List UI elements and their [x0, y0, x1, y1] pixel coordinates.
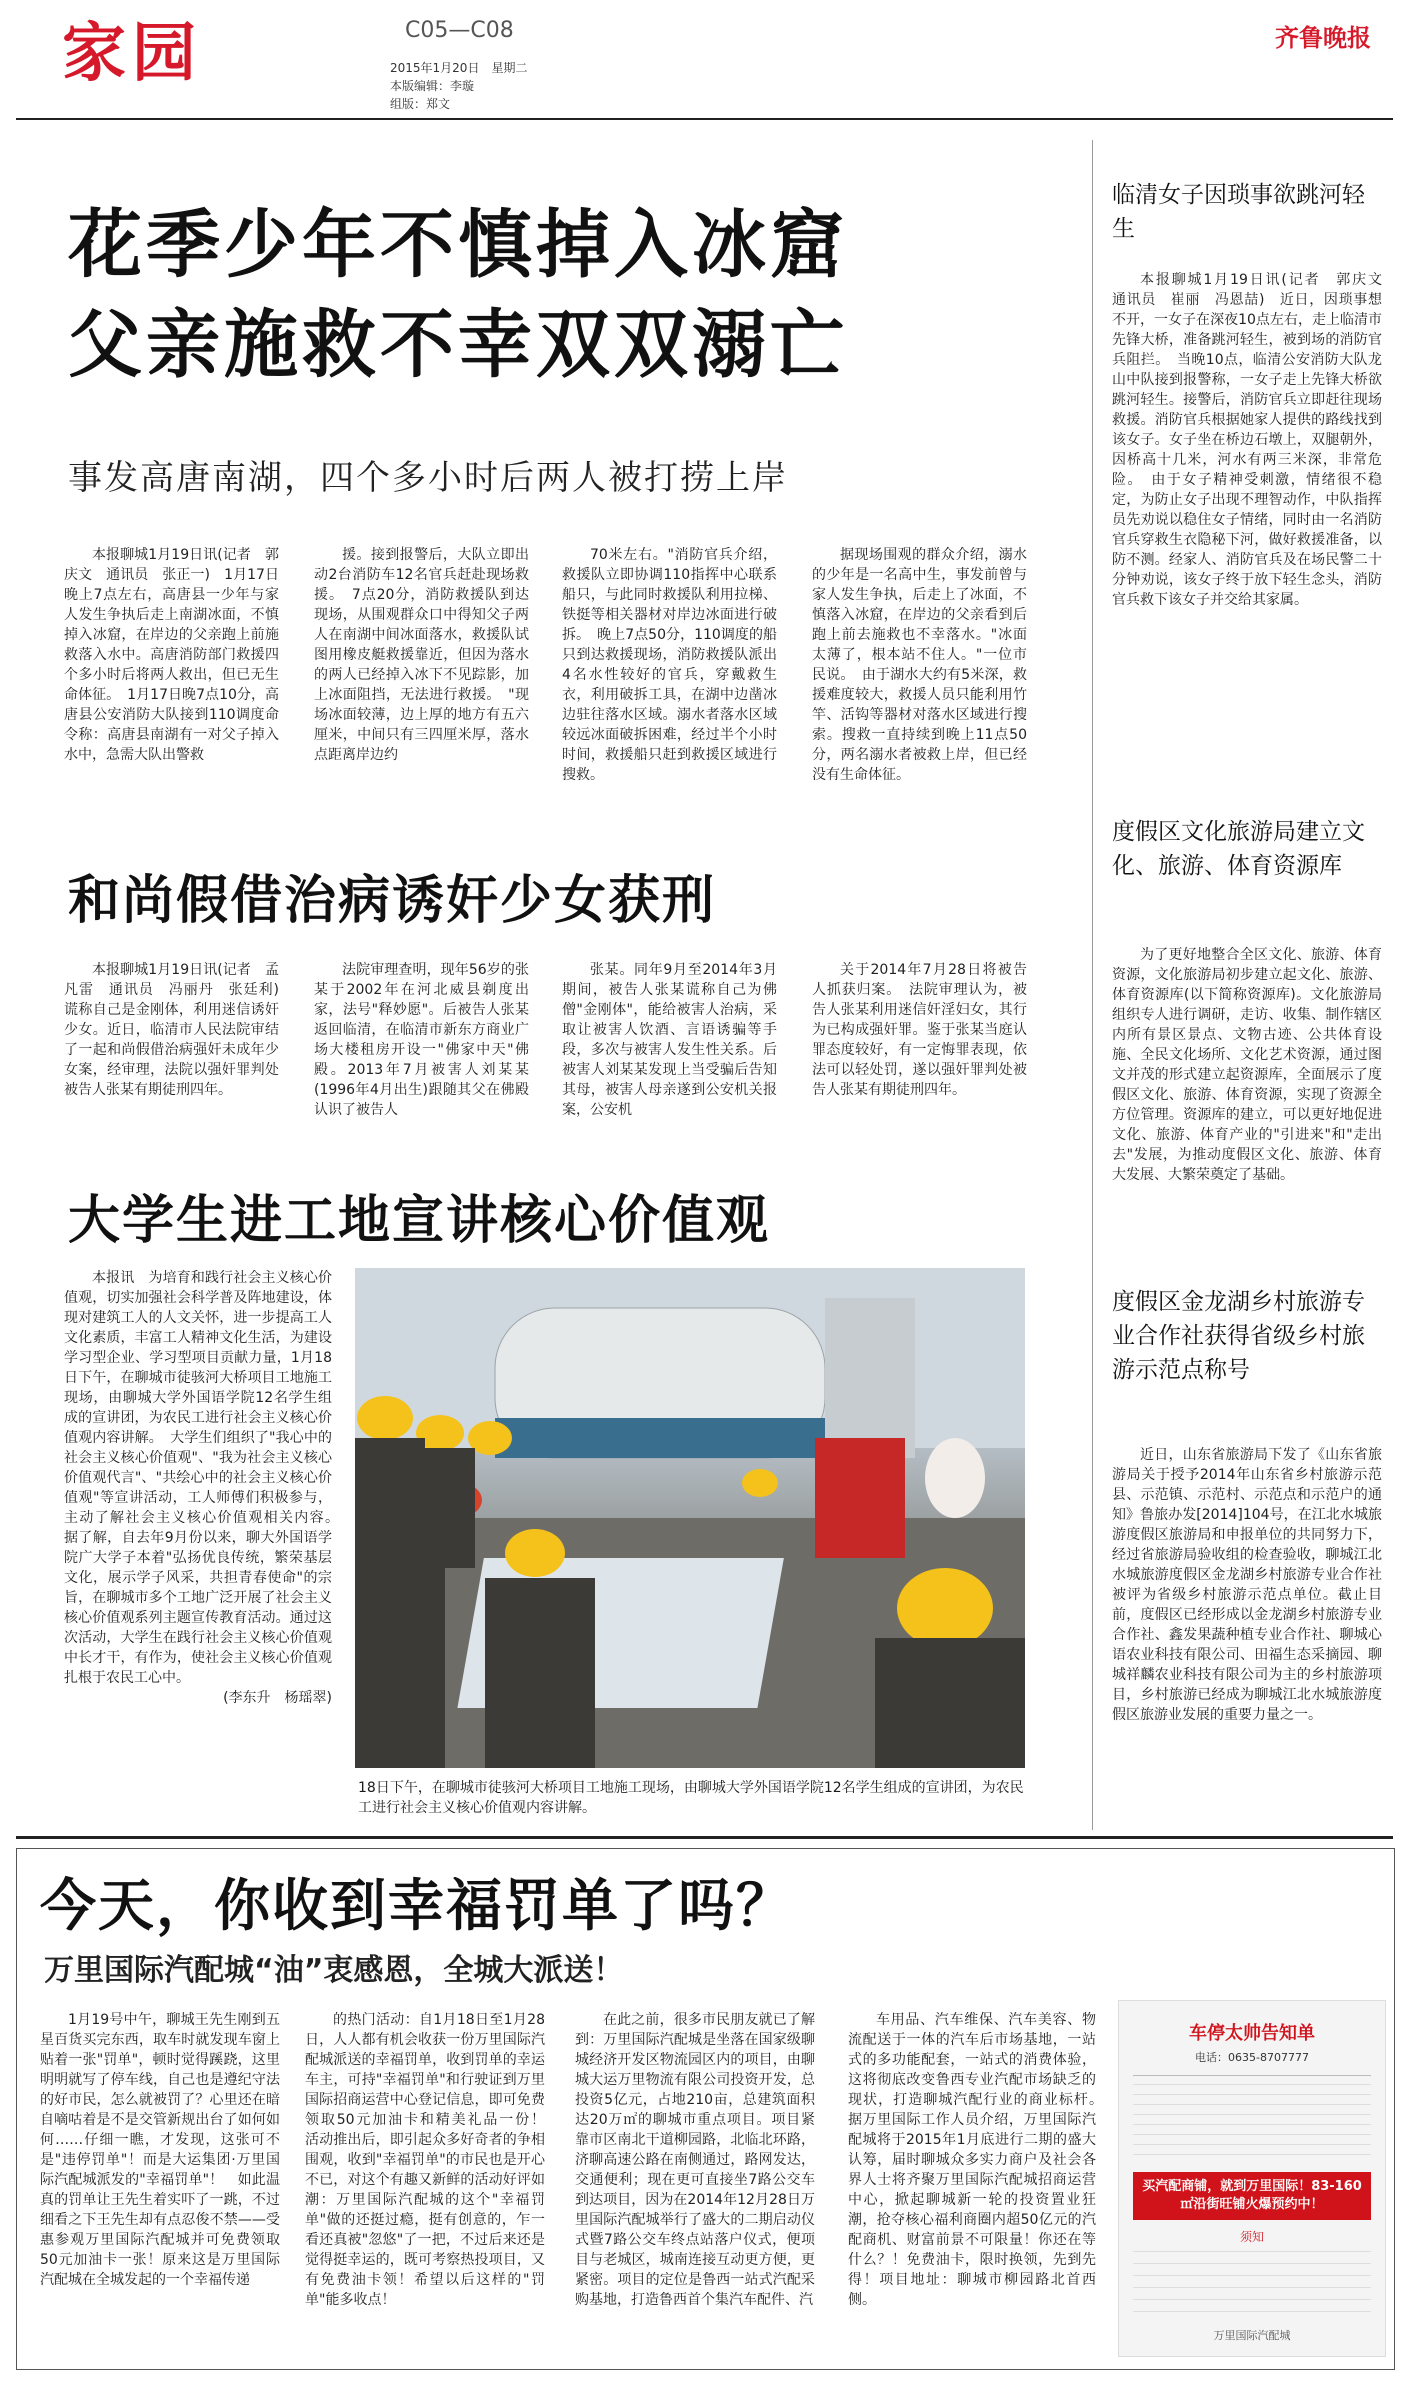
ad-column-4: 车用品、汽车维保、汽车美容、物流配送于一体的汽车后市场基地，一站式的多功能配套，一站式的消费体验，这将彻底改变鲁西专业汽配市场缺乏的现状，打造聊城汽配行业的商业标杆。 据万里国际工作人员介绍，万里国际汽配城将于2015年1月底进行二期的盛大认筹，届时聊城众多实力商户及社会各界人士将齐聚万里国际汽配城招商运营中心，掀起聊城新一轮的投资置业狂潮，抢夺核心福利商圈内超50亿元的汽配商机、财富前景不可限量！你还在等什么？！免费油卡，限时换领，先到先得！项目地址：聊城市柳园路北首西侧。 — [848, 2012, 1110, 2308]
parking-notice-card — [1118, 2000, 1386, 2357]
sidebar-story3-title: 度假区金龙湖乡村旅游专业合作社获得省级乡村旅游示范点称号 — [1112, 1289, 1365, 1383]
issue-date: 2015年1月20日 星期二 — [390, 61, 528, 75]
ad-headline: 今天，你收到幸福罚单了吗？ — [40, 1874, 794, 1939]
main-column-2: 援。接到报警后，大队立即出动2台消防车12名官兵赶赴现场救援。 7点20分，消防救援队到达现场，从围观群众口中得知父子两人在南湖中间冰面落水，救援队试图用橡皮艇救援靠近，但因为落水的两人已经掉入冰下不见踪影，加上冰面阻挡，无法进行救援。 "现场冰面较薄，边上厚的地方有五六厘米，中间只有三四厘米厚，落水点距离岸边约 — [314, 547, 529, 763]
masthead-rule — [16, 118, 1393, 120]
notice-logo: 万里国际汽配城 — [1213, 2329, 1291, 2342]
monk-column-1: 本报聊城1月19日讯(记者 孟凡雷 通讯员 冯丽丹 张廷利) 谎称自己是金刚体，利用迷信诱奸少女。近日，临清市人民法院审结了一起和尚假借治病强奸未成年少女案，经审理，法院以强奸罪判处被告人张某有期徒刑四年。 — [64, 962, 293, 1098]
monk-column-3: 张某。同年9月至2014年3月期间，被告人张某谎称自己为佛僧"金刚体"，能给被害人治病，采取让被害人饮酒、言语诱骗等手段，多次与被害人发生性关系。后被害人刘某某发现上当受骗后告知其母，被害人母亲遂到公安机关报案，公安机 — [562, 962, 777, 1118]
notice-rules — [1133, 2251, 1371, 2321]
students-body: 本报讯 为培育和践行社会主义核心价值观，切实加强社会科学普及阵地建设，体现对建筑工人的人文关怀，进一步提高工人文化素质，丰富工人精神文化生活，为建设学习型企业、学习型项目贡献力量，1月18日下午，在聊城市徒骇河大桥项目工地施工现场，由聊城大学外国语学院12名学生组成的宣讲团，为农民工进行社会主义核心价值观内容讲解。 大学生们组织了"我心中的社会主义核心价值观"、"我为社会主义核心价值观代言"、"共绘心中的社会主义核心价值观"等宣讲活动，工人师傅们积极参与，主动了解社会主义核心价值观相关内容。 据了解，自去年9月份以来，聊大外国语学院广大学子本着"弘扬优良传统，繁荣基层文化，展示学子风采，共担青春使命"的宗旨，在聊城市多个工地广泛开展了社会主义核心价值观系列主题宣传教育活动。通过这次活动，大学生在践行社会主义核心价值观中长才干，有作为，使社会主义核心价值观扎根于农民工心中。 (李东升 杨瑶翠) — [64, 1270, 346, 1706]
monk-column-2: 法院审理查明，现年56岁的张某于2002年在河北威县剃度出家，法号"释妙愿"。后被告人张某返回临清，在临清市新东方商业广场大楼租房开设一"佛家中天"佛殿。2013年7月被害人刘某某(1996年4月出生)跟随其父在佛殿认识了被告人 — [314, 962, 529, 1118]
photo-caption: 18日下午，在聊城市徒骇河大桥项目工地施工现场，由聊城大学外国语学院12名学生组成的宣讲团，为农民工进行社会主义核心价值观内容讲解。 — [358, 1780, 1024, 1816]
main-headline-line1: 花季少年不慎掉入冰窟 — [68, 202, 848, 288]
monk-headline: 和尚假借治病诱奸少女获刑 — [68, 871, 717, 931]
ad-column-3: 在此之前，很多市民朋友就已了解到：万里国际汽配城是坐落在国家级聊城经济开发区物流园区内的项目，由聊城大运万里物流有限公司投资开发，总投资5亿元，占地210亩，总建筑面积达20万㎡的聊城市重点项目。项目紧靠市区南北干道柳园路，北临北环路，济聊高速公路在南侧通过，路网发达，交通便利；现在更可直接坐7路公交车到达项目，因为在2014年12月28日万里国际汽配城举行了盛大的二期启动仪式暨7路公交车终点站落户仪式，便项目与老城区，城南连接互动更方便，更紧密。项目的定位是鲁西一站式汽配采购基地，打造鲁西首个集汽车配件、汽 — [575, 2012, 815, 2308]
students-photo — [355, 1268, 1025, 1768]
layout-credit: 组版：郑文 — [390, 97, 451, 111]
sidebar-story2-title: 度假区文化旅游局建立文化、旅游、体育资源库 — [1112, 819, 1365, 879]
ad-subheadline: 万里国际汽配城“油”衷感恩，全城大派送！ — [44, 1953, 624, 1988]
editor-credit: 本版编辑：李璇 — [390, 79, 475, 93]
sidebar-story3-body: 近日，山东省旅游局下发了《山东省旅游局关于授予2014年山东省乡村旅游示范县、示范镇、示范村、示范点和示范户的通知》鲁旅办发[2014]104号，在江北水城旅游度假区旅游局和申报单位的共同努力下，经过省旅游局验收组的检查验收，聊城江北水城旅游度假区金龙湖乡村旅游专业合作社被评为省级乡村旅游示范点单位。截止目前，度假区已经形成以金龙湖乡村旅游专业合作社、鑫发果蔬种植专业合作社、聊城心语农业科技有限公司、田福生态采摘园、聊城祥麟农业科技有限公司为主的乡村旅游项目，乡村旅游已经成为聊城江北水城旅游度假区旅游业发展的重要力量之一。 — [1112, 1447, 1382, 1723]
ad-column-1: 1月19号中午，聊城王先生刚到五星百货买完东西，取车时就发现车窗上贴着一张"罚单"，顿时觉得蹊跷，这里明明就写了停车线，自己也是遵纪守法的好市民，怎么就被罚了？心里还在暗自嘀咕着是不是交管新规出台了如何如何……仔细一瞧，才发现，这张可不是"违停罚单"！而是大运集团·万里国际汽配城派发的"幸福罚单"！ 如此温真的罚单让王先生着实吓了一跳，不过细看之下王先生却有点忍俊不禁——受惠参观万里国际汽配城并可免费领取50元加油卡一张！原来这是万里国际汽配城在全城发起的一个幸福传递 — [40, 2012, 280, 2288]
sidebar-story1-title: 临清女子因琐事欲跳河轻生 — [1112, 182, 1365, 242]
construction-site-illustration — [355, 1268, 1025, 1768]
sidebar-story1-body: 本报聊城1月19日讯(记者 郭庆文 通讯员 崔丽 冯恩喆) 近日，因琐事想不开，一女子在深夜10点左右，走上临清市先锋大桥，准备跳河轻生，被到场的消防官兵阻拦。 当晚10点，临清公安消防大队龙山中队接到报警称，一女子走上先锋大桥欲跳河轻生。接警后，消防官兵立即赶往现场救援。消防官兵根据她家人提供的路线找到该女子。女子坐在桥边石墩上，双腿朝外，因桥高十几米，河水有两三米深，非常危险。 由于女子精神受刺激，情绪很不稳定，为防止女子出现不理智动作，中队指挥员先劝说以稳住女子情绪，同时由一名消防官兵穿救生衣隐秘下河，做好救援准备，以防不测。经家人、消防官兵及在场民警二十分钟劝说，该女子终于放下轻生念头，消防官兵救下该女子并交给其家属。 — [1112, 272, 1396, 608]
sidebar-story2-body: 为了更好地整合全区文化、旅游、体育资源，文化旅游局初步建立起文化、旅游、体育资源库(以下简称资源库)。文化旅游局组织专人进行调研，走访、收集、制作辖区内所有景区景点、文物古迹、公共体育设施、全民文化场所、文化艺术资源，通过图文并茂的形式建立起资源库，全面展示了度假区文化、旅游、体育资源，实现了资源全方位管理。资源库的建立，可以更好地促进文化、旅游、体育产业的"引进来"和"走出去"发展，为推动度假区文化、旅游、体育大发展、大繁荣奠定了基础。 — [1112, 947, 1382, 1183]
ad-top-rule — [16, 1836, 1393, 1839]
sidebar-divider — [1092, 140, 1093, 1830]
monk-column-4: 关于2014年7月28日将被告人抓获归案。 法院审理认为，被告人张某利用迷信奸淫妇女，其行为已构成强奸罪。鉴于张某当庭认罪态度较好，有一定悔罪表现，依法可以轻处罚，遂以强奸罪判处被告人张某有期徒刑四年。 — [812, 962, 1027, 1098]
ad-column-2: 的热门活动：自1月18日至1月28日，人人都有机会收获一份万里国际汽配城派送的幸福罚单，收到罚单的幸运车主，可持"幸福罚单"和行驶证到万里国际招商运营中心登记信息，即可免费领取50元加油卡和精美礼品一份！ 活动推出后，即引起众多好奇者的争相围观，收到"幸福罚单"的市民也是开心不已，对这个有趣又新鲜的活动好评如潮：万里国际汽配城的这个"幸福罚单"做的还挺过瘾，挺有创意的，乍一看还真被"忽悠"了一把，不过后来还是觉得挺幸运的，既可考察热投项目，又有免费油卡领！希望以后这样的"罚单"能多收点！ — [305, 2012, 559, 2308]
students-byline: (李东升 杨瑶翠) — [223, 1690, 332, 1706]
notice-fine-print — [1133, 2084, 1371, 2164]
main-column-3: 70米左右。"消防官兵介绍，救援队立即协调110指挥中心联系船只，与此同时救援队利用拉梯、铁挺等相关器材对岸边冰面进行破拆。 晚上7点50分，110调度的船只到达救援现场，消防救援队派出4名水性较好的官兵，穿戴救生衣，利用破拆工具，在湖中边凿冰边驻往落水区域。溺水者落水区域较远冰面破拆困难，经过半个小时时间，救援船只赶到救援区域进行搜救。 — [562, 547, 777, 783]
students-headline: 大学生进工地宣讲核心价值观 — [68, 1191, 771, 1251]
main-column-1: 本报聊城1月19日讯(记者 郭庆文 通讯员 张正一) 1月17日晚上7点左右，高唐县一少年与家人发生争执后走上南湖冰面，不慎掉入冰窟，在岸边的父亲跑上前施救落入水中。高唐消防部门救援四个多小时后将两人救出，但已无生命体征。 1月17日晚7点10分，高唐县公安消防大队接到110调度命令称：高唐县南湖有一对父子掉入水中，急需大队出警救 — [64, 547, 279, 763]
main-subhead: 事发高唐南湖，四个多小时后两人被打捞上岸 — [68, 458, 788, 498]
main-headline-line2: 父亲施救不幸双双溺亡 — [68, 302, 848, 388]
notice-title: 车停太帅告知单 — [1189, 2023, 1315, 2044]
page-range: C05—C08 — [405, 18, 514, 43]
notice-promo-banner: 买汽配商铺，就到万里国际！83-160㎡沿街旺铺火爆预约中！ — [1133, 2172, 1371, 2220]
newspaper-logo: 齐鲁晚报 — [1275, 23, 1371, 52]
section-title: 家园 — [62, 17, 202, 91]
main-column-4: 据现场围观的群众介绍，溺水的少年是一名高中生，事发前曾与家人发生争执，后走上了冰面，不慎落入冰窟，在岸边的父亲看到后跑上前去施救也不幸落水。"冰面太薄了，根本站不住人。"一位市民说。 由于湖水大约有5米深，救援难度较大，救援人员只能利用竹竿、活钩等器材对落水区域进行搜索。搜救一直持续到晚上11点50分，两名溺水者被救上岸，但已经没有生命体征。 — [812, 547, 1027, 783]
notice-heading: 须知 — [1239, 2230, 1264, 2244]
notice-phone: 电话：0635-8707777 — [1195, 2051, 1309, 2064]
